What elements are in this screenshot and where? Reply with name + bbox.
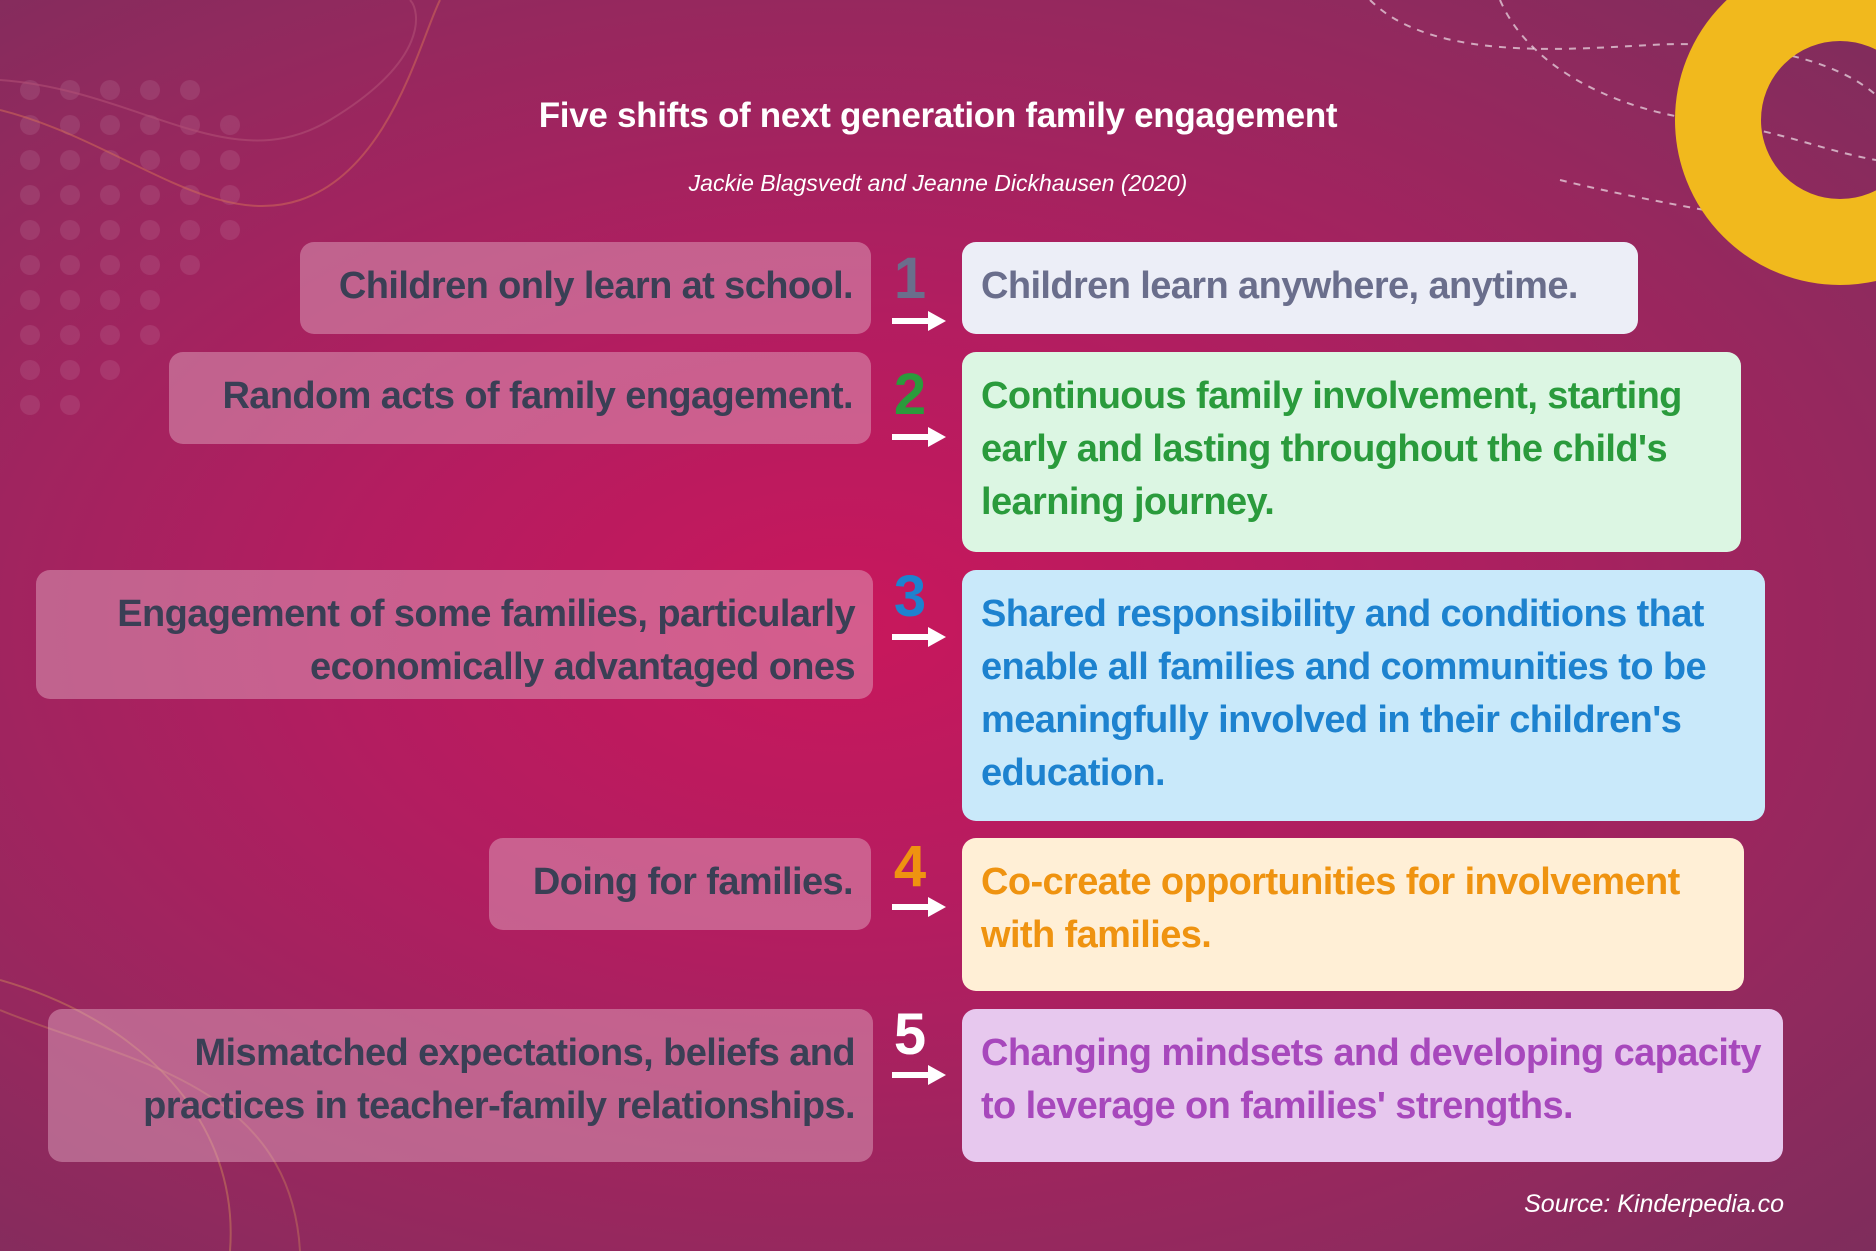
shift-4-from-text: Doing for families. <box>532 861 853 903</box>
shift-3-to-text: Shared responsibility and conditions that enable all families and communities to be meaningfully involved in their children's education. <box>981 593 1707 794</box>
shift-4-number: 4 <box>893 834 927 899</box>
shift-2-from-text: Random acts of family engagement. <box>222 375 853 417</box>
shift-5-from-box <box>48 1009 873 1162</box>
page-subtitle: Jackie Blagsvedt and Jeanne Dickhausen (2020) <box>688 170 1188 196</box>
shift-2-to-box <box>962 352 1741 552</box>
shift-4-arrow-icon <box>890 892 950 922</box>
shift-1-to-box <box>962 242 1638 334</box>
shift-5-to-box <box>962 1009 1783 1162</box>
shift-5-arrow-icon <box>890 1060 950 1090</box>
shift-2-arrow-icon <box>890 422 950 452</box>
shift-1-number: 1 <box>893 246 927 311</box>
shift-3-from-box <box>36 570 873 699</box>
shift-1-from-box <box>300 242 871 334</box>
shift-3-arrow-icon <box>890 622 950 652</box>
shift-5-number: 5 <box>893 1002 927 1067</box>
shift-3-number: 3 <box>893 564 927 629</box>
page-title: Five shifts of next generation family engagement <box>538 96 1338 135</box>
shift-4-from-box <box>489 838 871 930</box>
shift-5-to-text: Changing mindsets and developing capacity to leverage on families' strengths. <box>981 1032 1761 1127</box>
shift-1-to-text: Children learn anywhere, anytime. <box>981 265 1578 307</box>
source-credit: Source: Kinderpedia.co <box>1524 1190 1784 1218</box>
shift-2-to-text: Continuous family involvement, starting early and lasting throughout the child's learning journey. <box>981 375 1682 523</box>
shift-1-arrow-icon <box>890 306 950 336</box>
shift-2-from-box <box>169 352 871 444</box>
shift-4-to-text: Co-create opportunities for involvement with families. <box>981 861 1680 956</box>
shift-2-number: 2 <box>893 362 927 427</box>
shift-1-from-text: Children only learn at school. <box>338 265 853 307</box>
shift-3-from-text: Engagement of some families, particularly economically advantaged ones <box>117 593 855 688</box>
shift-5-from-text: Mismatched expectations, beliefs and practices in teacher-family relationships. <box>143 1032 855 1127</box>
shift-3-to-box <box>962 570 1765 821</box>
shift-4-to-box <box>962 838 1744 991</box>
